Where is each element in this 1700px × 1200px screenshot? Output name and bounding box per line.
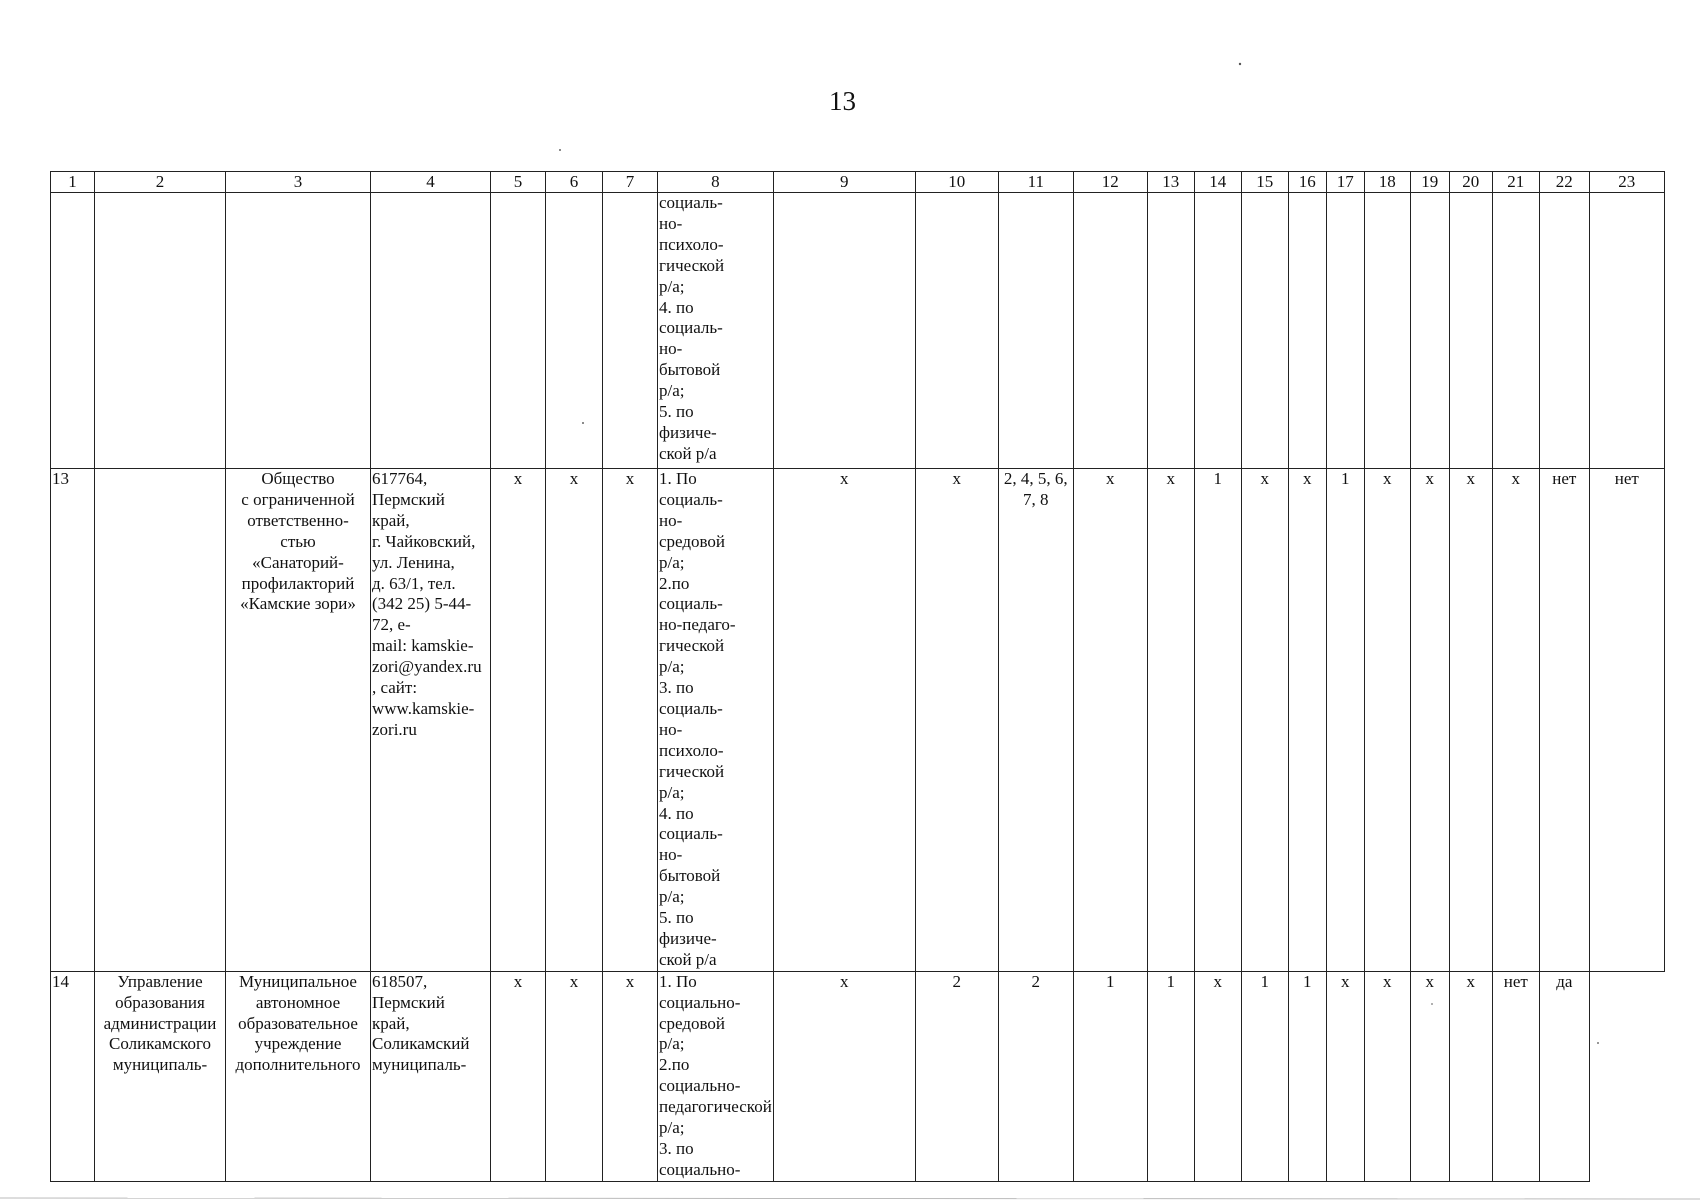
cell-col-1 — [51, 193, 95, 469]
continuation-row — [51, 193, 1665, 469]
cell-col-6: x — [546, 469, 603, 972]
cell-col-23: нет — [1589, 469, 1664, 972]
cell-col-13: 1 — [1147, 971, 1194, 1181]
cell-col-18 — [1364, 193, 1410, 469]
rehab-directions-cell: социаль- но- психоло- гической р/а; 4. по социаль- но- бытовой р/а; 5. по физиче- ской р/а — [658, 193, 774, 469]
cell-col-14 — [1194, 193, 1241, 469]
cell-col-20: x — [1449, 469, 1492, 972]
cell-col-5: x — [491, 469, 546, 972]
cell-col-20 — [1449, 193, 1492, 469]
cell-col-4: 617764, Пермский край, г. Чайковский, ул. Ленина, д. 63/1, тел. (342 25) 5-44- 72, e- mail: kamskie- zori@yandex.ru , сайт: www.kamskie- zori.ru — [371, 469, 491, 972]
cell-col-5 — [491, 193, 546, 469]
cell-col-12: 1 — [1073, 971, 1147, 1181]
cell-col-12: x — [1073, 469, 1147, 972]
column-number-22: 22 — [1539, 172, 1589, 193]
cell-col-10: x — [915, 469, 998, 972]
cell-col-20: x — [1449, 971, 1492, 1181]
column-number-16: 16 — [1288, 172, 1326, 193]
cell-col-14: x — [1194, 971, 1241, 1181]
cell-col-15 — [1241, 193, 1288, 469]
cell-col-8: 1. По социально-средовой р/а; 2.по социально- педагогической р/а; 3. по социально- — [658, 971, 774, 1181]
cell-col-19: x — [1410, 971, 1449, 1181]
cell-col-11 — [998, 193, 1073, 469]
cell-col-21: нет — [1492, 971, 1539, 1181]
column-number-1: 1 — [51, 172, 95, 193]
data-table — [50, 171, 1665, 1182]
cell-col-12 — [1073, 193, 1147, 469]
column-number-11: 11 — [998, 172, 1073, 193]
cell-col-13 — [1147, 193, 1194, 469]
cell-col-11: 2, 4, 5, 6, 7, 8 — [998, 469, 1073, 972]
cell-col-15: 1 — [1241, 971, 1288, 1181]
table-row — [51, 469, 1665, 972]
cell-col-21 — [1492, 193, 1539, 469]
cell-col-3: Муниципальное автономное образовательное учреждение дополнительного — [226, 971, 371, 1181]
column-number-15: 15 — [1241, 172, 1288, 193]
column-number-23: 23 — [1589, 172, 1664, 193]
column-number-7: 7 — [603, 172, 658, 193]
column-number-8: 8 — [658, 172, 774, 193]
column-number-3: 3 — [226, 172, 371, 193]
cell-col-7 — [603, 193, 658, 469]
cell-col-9: x — [773, 469, 915, 972]
cell-col-2 — [95, 193, 226, 469]
cell-col-16: x — [1288, 469, 1326, 972]
column-number-10: 10 — [915, 172, 998, 193]
cell-col-10: 2 — [915, 971, 998, 1181]
cell-col-22: нет — [1539, 469, 1589, 972]
cell-col-22: да — [1539, 971, 1589, 1181]
column-number-9: 9 — [773, 172, 915, 193]
page-number: 13 — [829, 86, 856, 116]
column-number-18: 18 — [1364, 172, 1410, 193]
cell-col-2 — [95, 469, 226, 972]
column-number-2: 2 — [95, 172, 226, 193]
column-number-4: 4 — [371, 172, 491, 193]
column-number-17: 17 — [1326, 172, 1364, 193]
column-number-12: 12 — [1073, 172, 1147, 193]
cell-col-3: Общество с ограниченной ответственно- стью «Санаторий- профилакторий «Камские зори» — [226, 469, 371, 972]
column-number-20: 20 — [1449, 172, 1492, 193]
cell-col-18: x — [1364, 971, 1410, 1181]
cell-col-8: 1. По социаль- но- средовой р/а; 2.по социаль- но-педаго- гической р/а; 3. по социаль- но- психоло- гической р/а; 4. по социаль- но- бытовой р/а; 5. по физиче- ской р/а — [658, 469, 774, 972]
column-number-21: 21 — [1492, 172, 1539, 193]
column-number-6: 6 — [546, 172, 603, 193]
column-number-19: 19 — [1410, 172, 1449, 193]
cell-col-15: x — [1241, 469, 1288, 972]
cell-col-21: x — [1492, 469, 1539, 972]
cell-col-18: x — [1364, 469, 1410, 972]
column-number-13: 13 — [1147, 172, 1194, 193]
cell-col-6 — [546, 193, 603, 469]
cell-col-2: Управление образования администрации Соликамского муниципаль- — [95, 971, 226, 1181]
cell-col-5: x — [491, 971, 546, 1181]
cell-col-16: 1 — [1288, 971, 1326, 1181]
column-number-5: 5 — [491, 172, 546, 193]
cell-col-9 — [773, 193, 915, 469]
cell-col-10 — [915, 193, 998, 469]
cell-col-6: x — [546, 971, 603, 1181]
cell-col-1: 14 — [51, 971, 95, 1181]
cell-col-17 — [1326, 193, 1364, 469]
cell-col-17: 1 — [1326, 469, 1364, 972]
column-number-row — [51, 172, 1665, 193]
table-row — [51, 971, 1665, 1181]
cell-col-7: x — [603, 971, 658, 1181]
cell-col-19 — [1410, 193, 1449, 469]
cell-col-17: x — [1326, 971, 1364, 1181]
cell-col-13: x — [1147, 469, 1194, 972]
cell-col-22 — [1539, 193, 1589, 469]
cell-col-4 — [371, 193, 491, 469]
cell-col-3 — [226, 193, 371, 469]
cell-col-19: x — [1410, 469, 1449, 972]
cell-col-14: 1 — [1194, 469, 1241, 972]
cell-col-16 — [1288, 193, 1326, 469]
column-number-14: 14 — [1194, 172, 1241, 193]
cell-col-1: 13 — [51, 469, 95, 972]
cell-col-4: 618507, Пермский край, Соликамский муниципаль- — [371, 971, 491, 1181]
cell-col-23 — [1589, 193, 1664, 469]
cell-col-7: x — [603, 469, 658, 972]
cell-col-11: 2 — [998, 971, 1073, 1181]
cell-col-9: x — [773, 971, 915, 1181]
